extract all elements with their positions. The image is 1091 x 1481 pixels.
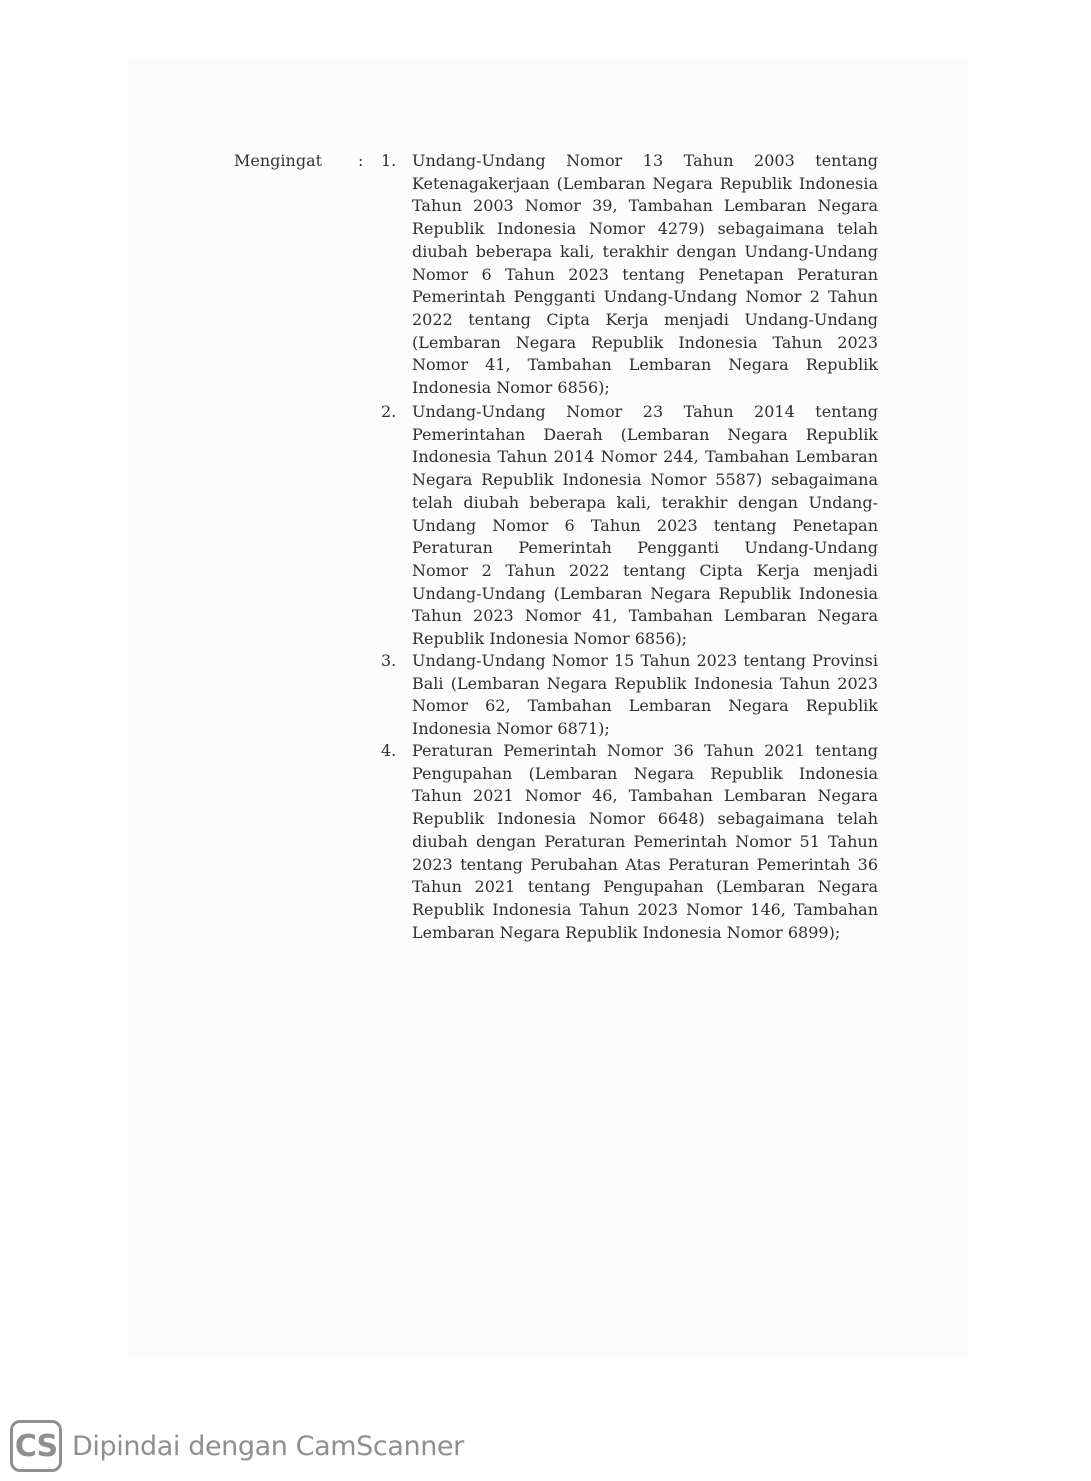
watermark-text: Dipindai dengan CamScanner (72, 1430, 464, 1462)
list-item (381, 150, 878, 400)
item-text: Undang-Undang Nomor 23 Tahun 2014 tentang Pemerintahan Daerah (Lembaran Negara Republik Indonesia Tahun 2014 Nomor 244, Tambahan Lembaran Negara Republik Indonesia Nomor 5587) sebagaimana telah diubah beberapa kali, terakhir dengan Undang-Undang Nomor 6 Tahun 2023 tentang Penetapan Peraturan Pemerintah Pengganti Undang-Undang Nomor 2 Tahun 2022 tentang Cipta Kerja menjadi Undang-Undang (Lembaran Negara Republik Indonesia Tahun 2023 Nomor 41, Tambahan Lembaran Negara Republik Indonesia Nomor 6856); (412, 402, 878, 649)
item-number: 1. (381, 151, 397, 170)
item-number: 4. (381, 741, 397, 760)
item-number: 2. (381, 402, 397, 421)
section-label: Mengingat (234, 151, 323, 170)
item-number: 3. (381, 651, 397, 670)
item-text: Peraturan Pemerintah Nomor 36 Tahun 2021 tentang Pengupahan (Lembaran Negara Republik Indonesia Tahun 2021 Nomor 46, Tambahan Lembaran Negara Republik Indonesia Nomor 6648) sebagaimana telah diubah dengan Peraturan Pemerintah Nomor 51 Tahun 2023 tentang Perubahan Atas Peraturan Pemerintah 36 Tahun 2021 tentang Pengupahan (Lembaran Negara Republik Indonesia Tahun 2023 Nomor 146, Tambahan Lembaran Negara Republik Indonesia Nomor 6899); (412, 741, 878, 942)
list-item (381, 650, 878, 741)
camscanner-logo-icon: CS (10, 1420, 62, 1472)
list-item (381, 740, 878, 944)
item-text: Undang-Undang Nomor 13 Tahun 2003 tentang Ketenagakerjaan (Lembaran Negara Republik Indonesia Tahun 2003 Nomor 39, Tambahan Lembaran Negara Republik Indonesia Nomor 4279) sebagaimana telah diubah beberapa kali, terakhir dengan Undang-Undang Nomor 6 Tahun 2023 tentang Penetapan Peraturan Pemerintah Pengganti Undang-Undang Nomor 2 Tahun 2022 tentang Cipta Kerja menjadi Undang-Undang (Lembaran Negara Republik Indonesia Tahun 2023 Nomor 41, Tambahan Lembaran Negara Republik Indonesia Nomor 6856); (412, 151, 878, 398)
camscanner-watermark (10, 1418, 464, 1474)
list-item (381, 401, 878, 651)
item-text: Undang-Undang Nomor 15 Tahun 2023 tentang Provinsi Bali (Lembaran Negara Republik Indonesia Tahun 2023 Nomor 62, Tambahan Lembaran Negara Republik Indonesia Nomor 6871); (412, 651, 878, 739)
section-colon: : (358, 151, 364, 170)
